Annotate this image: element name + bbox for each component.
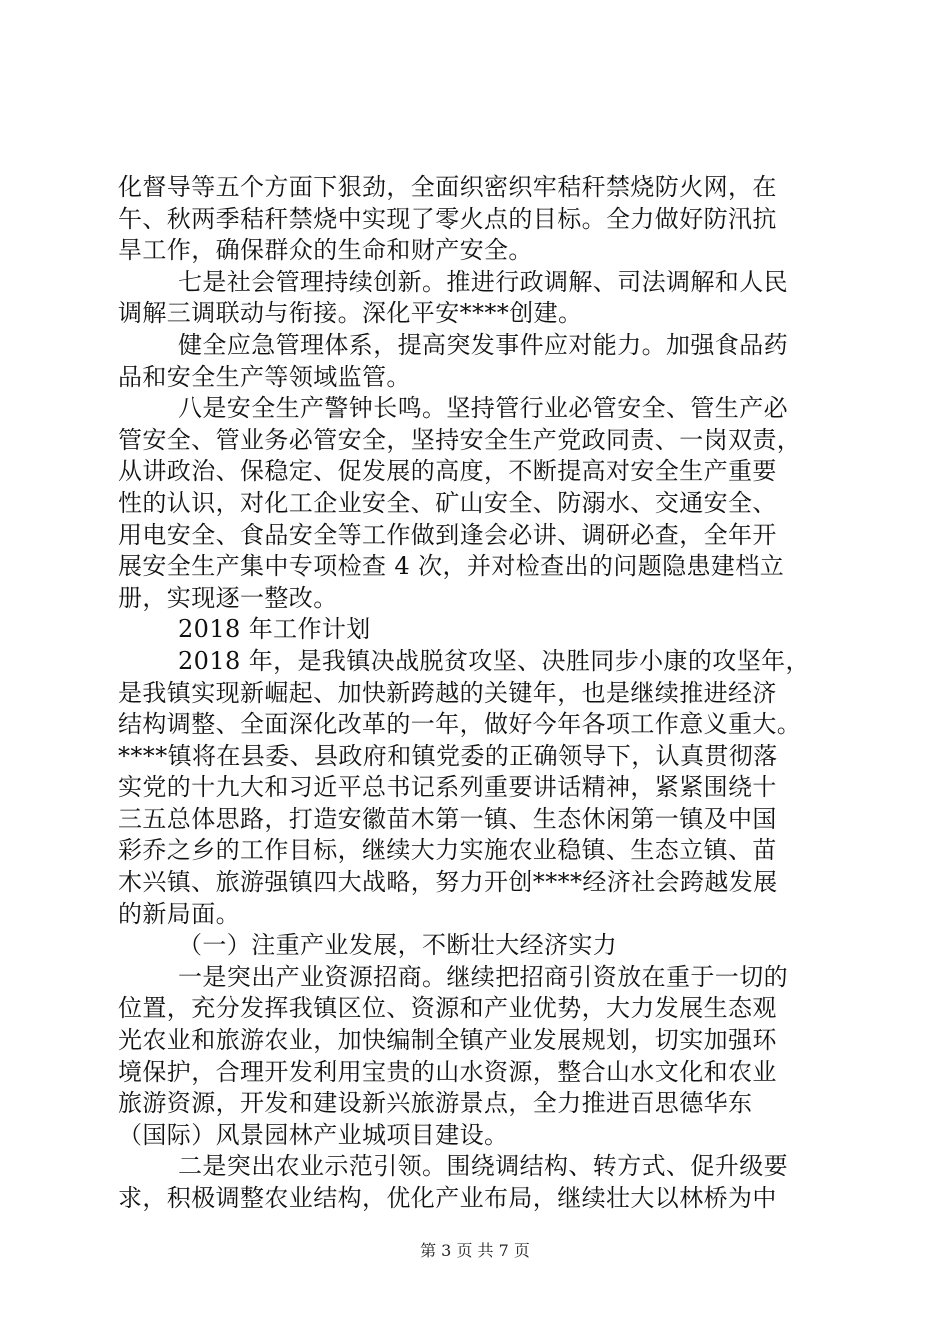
text-line: 旱工作，确保群众的生命和财产安全。 — [118, 236, 533, 265]
document-body — [118, 172, 840, 1215]
text-line: 求，积极调整农业结构，优化产业布局，继续壮大以林桥为中 — [118, 1184, 777, 1212]
text-line: 彩乔之乡的工作目标，继续大力实施农业稳镇、生态立镇、苗 — [118, 836, 777, 865]
text-line: 一是突出产业资源招商。继续把招商引资放在重于一切的 — [178, 962, 788, 991]
text-line: 位置，充分发挥我镇区位、资源和产业优势，大力发展生态观 — [118, 994, 777, 1023]
text-line: 八是安全生产警钟长鸣。坚持管行业必管安全、管生产必 — [178, 394, 788, 423]
text-line: 木兴镇、旅游强镇四大战略，努力开创****经济社会跨越发展 — [118, 868, 778, 897]
text-line: 二是突出农业示范引领。围绕调结构、转方式、促升级要 — [178, 1152, 788, 1181]
text-line: 册，实现逐一整改。 — [118, 583, 338, 612]
text-line: 化督导等五个方面下狠劲，全面织密织牢秸秆禁烧防火网，在 — [118, 173, 777, 201]
text-line: 实党的十九大和习近平总书记系列重要讲话精神，紧紧围绕十 — [118, 773, 777, 802]
text-line: 调解三调联动与衔接。深化平安****创建。 — [118, 299, 583, 328]
text-line: 2018 年工作计划 — [178, 615, 371, 644]
text-line: 展安全生产集中专项检查 4 次，并对检查出的问题隐患建档立 — [118, 552, 785, 581]
text-line: 的新局面。 — [118, 899, 240, 928]
text-line: 结构调整、全面深化改革的一年，做好今年各项工作意义重大。 — [118, 710, 802, 739]
text-line: 境保护，合理开发利用宝贵的山水资源，整合山水文化和农业 — [118, 1057, 777, 1086]
text-line: 用电安全、食品安全等工作做到逢会必讲、调研必查，全年开 — [118, 520, 777, 549]
text-line: （一）注重产业发展，不断壮大经济实力 — [178, 931, 618, 960]
text-line: ****镇将在县委、县政府和镇党委的正确领导下，认真贯彻落 — [118, 741, 778, 770]
text-line: （国际）风景园林产业城项目建设。 — [118, 1120, 509, 1149]
text-line: 管安全、管业务必管安全，坚持安全生产党政同责、一岗双责， — [118, 425, 802, 454]
text-line: 健全应急管理体系，提高突发事件应对能力。加强食品药 — [178, 330, 788, 359]
text-line: 2018 年，是我镇决战脱贫攻坚、决胜同步小康的攻坚年， — [178, 646, 810, 675]
text-line: 七是社会管理持续创新。推进行政调解、司法调解和人民 — [178, 267, 788, 296]
text-line: 午、秋两季秸秆禁烧中实现了零火点的目标。全力做好防汛抗 — [118, 204, 777, 233]
text-line: 三五总体思路，打造安徽苗木第一镇、生态休闲第一镇及中国 — [118, 804, 777, 833]
text-line: 性的认识，对化工企业安全、矿山安全、防溺水、交通安全、 — [118, 488, 777, 517]
text-line: 是我镇实现新崛起、加快新跨越的关键年，也是继续推进经济 — [118, 678, 777, 707]
text-line: 旅游资源，开发和建设新兴旅游景点，全力推进百思德华东 — [118, 1089, 753, 1118]
page-footer: 第 3 页 共 7 页 — [420, 1241, 530, 1260]
text-line: 品和安全生产等领域监管。 — [118, 362, 411, 391]
text-line: 光农业和旅游农业，加快编制全镇产业发展规划，切实加强环 — [118, 1026, 777, 1055]
text-line: 从讲政治、保稳定、促发展的高度，不断提高对安全生产重要 — [118, 457, 777, 486]
